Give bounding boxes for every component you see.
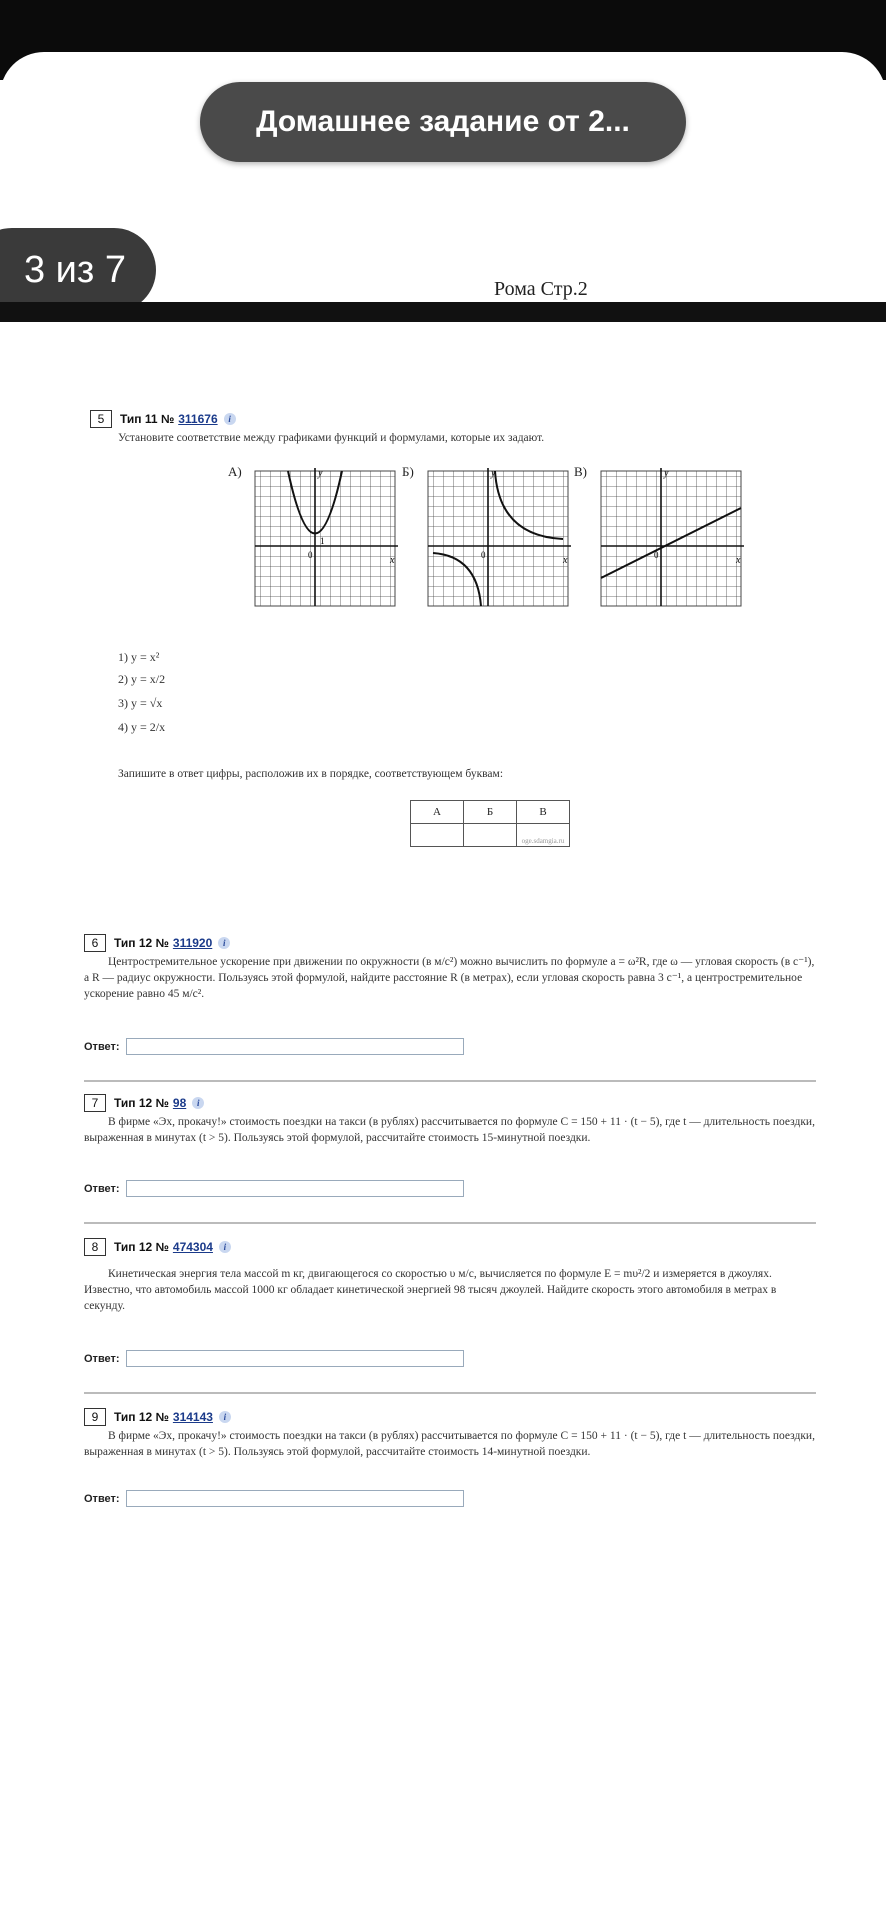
- answer-input[interactable]: [126, 1350, 464, 1367]
- answer-input[interactable]: [126, 1180, 464, 1197]
- task-5-header: [90, 410, 236, 428]
- document-header-note: Рома Стр.2: [494, 278, 588, 300]
- task-9-text: В фирме «Эх, прокачу!» стоимость поездки на такси (в рублях) рассчитывается по формуле C = 150 + 11 · (t − 5), где t — длительность поездки, выраженная в минутах (t > 5). Пользуясь этой формулой, рассчитайте стоимость 14-минутной поездки.: [84, 1430, 815, 1458]
- task-6-text: Центростремительное ускорение при движении по окружности (в м/с²) можно вычислить по формуле a = ω²R, где ω — угловая скорость (в с⁻¹), а R — радиус окружности. Пользуясь этой формулой, найдите расстояние R (в метрах), если угловая скорость равна 3 с⁻¹, а центростремительное ускорение равно 45 м/с².: [84, 956, 815, 1000]
- divider: [84, 1222, 816, 1224]
- task-id-link[interactable]: 98: [172, 1096, 187, 1110]
- task-type: Тип 12 №: [114, 1096, 169, 1110]
- task-id-link[interactable]: 314143: [172, 1410, 213, 1424]
- answer-label: Ответ:: [84, 1040, 120, 1053]
- answer-label: Ответ:: [84, 1352, 120, 1365]
- option-3: 3) y = √x: [118, 696, 163, 710]
- task-id-link[interactable]: 311676: [178, 412, 218, 426]
- divider: [84, 1392, 816, 1394]
- task-7-text: В фирме «Эх, прокачу!» стоимость поездки на такси (в рублях) рассчитывается по формуле C = 150 + 11 · (t − 5), где t — длительность поездки, выраженная в минутах (t > 5). Пользуясь этой формулой, рассчитайте стоимость 15-минутной поездки.: [84, 1116, 815, 1144]
- task-7-answer: [84, 1180, 464, 1197]
- tick-zero: 0: [481, 550, 486, 560]
- task-9-header: [84, 1408, 231, 1426]
- task-type: Тип 11 №: [120, 412, 175, 426]
- info-icon[interactable]: i: [218, 937, 230, 949]
- table-header-a: А: [411, 801, 464, 824]
- table-header-b: Б: [464, 801, 517, 824]
- task-type: Тип 12 №: [114, 1410, 169, 1424]
- axis-x-label: x: [563, 555, 568, 566]
- axis-x-label: x: [736, 555, 741, 566]
- tick-zero: 0: [308, 550, 313, 560]
- info-icon[interactable]: i: [219, 1241, 231, 1253]
- answer-input[interactable]: [126, 1490, 464, 1507]
- table-cell-c[interactable]: [517, 824, 570, 847]
- answer-input[interactable]: [126, 1038, 464, 1055]
- table-watermark: oge.sdamgia.ru: [521, 837, 565, 845]
- task-number: 7: [84, 1094, 106, 1112]
- task-7-header: [84, 1094, 204, 1112]
- task-5-text: Установите соответствие между графиками функций и формулами, которые их задают.: [118, 432, 545, 444]
- answer-label: Ответ:: [84, 1182, 120, 1195]
- task-8-text: Кинетическая энергия тела массой m кг, двигающегося со скоростью υ м/с, вычисляется по формуле E = mυ²/2 и измеряется в джоулях. Известно, что автомобиль массой 1000 кг обладает кинетической энергией 98 тысяч джоулей. Найдите скорость этого автомобиля в метрах в секунду.: [84, 1268, 777, 1312]
- axis-y-label: y: [491, 468, 496, 479]
- graph-c-label: В): [574, 464, 587, 479]
- tick-zero: 0: [654, 550, 659, 560]
- task-number: 8: [84, 1238, 106, 1256]
- table-header-c: В: [517, 801, 570, 824]
- task-8-header: [84, 1238, 231, 1256]
- task-number: 5: [90, 410, 112, 428]
- task-6-header: [84, 934, 230, 952]
- task-6-answer: [84, 1038, 464, 1055]
- option-4: 4) y = 2/x: [118, 720, 166, 734]
- task-type: Тип 12 №: [114, 1240, 169, 1254]
- task-9-answer: [84, 1490, 464, 1507]
- page-counter-pill: 3 из 7: [0, 228, 156, 312]
- task-id-link[interactable]: 311920: [172, 936, 213, 950]
- table-cell-a[interactable]: [411, 824, 464, 847]
- graph-c: [596, 466, 746, 611]
- graph-b-label: Б): [402, 464, 414, 479]
- task-type: Тип 12 №: [114, 936, 169, 950]
- info-icon[interactable]: i: [219, 1411, 231, 1423]
- axis-y-label: y: [318, 468, 323, 479]
- axis-x-label: x: [390, 555, 395, 566]
- task-8-answer: [84, 1350, 464, 1367]
- document-title-pill[interactable]: Домашнее задание от 2...: [200, 82, 686, 162]
- graph-a: [250, 466, 400, 611]
- graph-a-label: А): [228, 464, 242, 479]
- axis-y-label: y: [664, 468, 669, 479]
- info-icon[interactable]: i: [192, 1097, 204, 1109]
- divider: [84, 1080, 816, 1082]
- tick-one: 1: [320, 536, 325, 546]
- info-icon[interactable]: i: [224, 413, 236, 425]
- table-cell-b[interactable]: [464, 824, 517, 847]
- task-number: 6: [84, 934, 106, 952]
- answer-label: Ответ:: [84, 1492, 120, 1505]
- graph-b: [423, 466, 573, 611]
- document-separator-bar: [0, 302, 886, 322]
- option-1: 1) y = x²: [118, 650, 160, 664]
- task-id-link[interactable]: 474304: [172, 1240, 213, 1254]
- task-5-instruction: Запишите в ответ цифры, расположив их в порядке, соответствующем буквам:: [118, 768, 504, 780]
- task-number: 9: [84, 1408, 106, 1426]
- answer-table: [410, 800, 570, 847]
- option-2: 2) y = x/2: [118, 672, 166, 686]
